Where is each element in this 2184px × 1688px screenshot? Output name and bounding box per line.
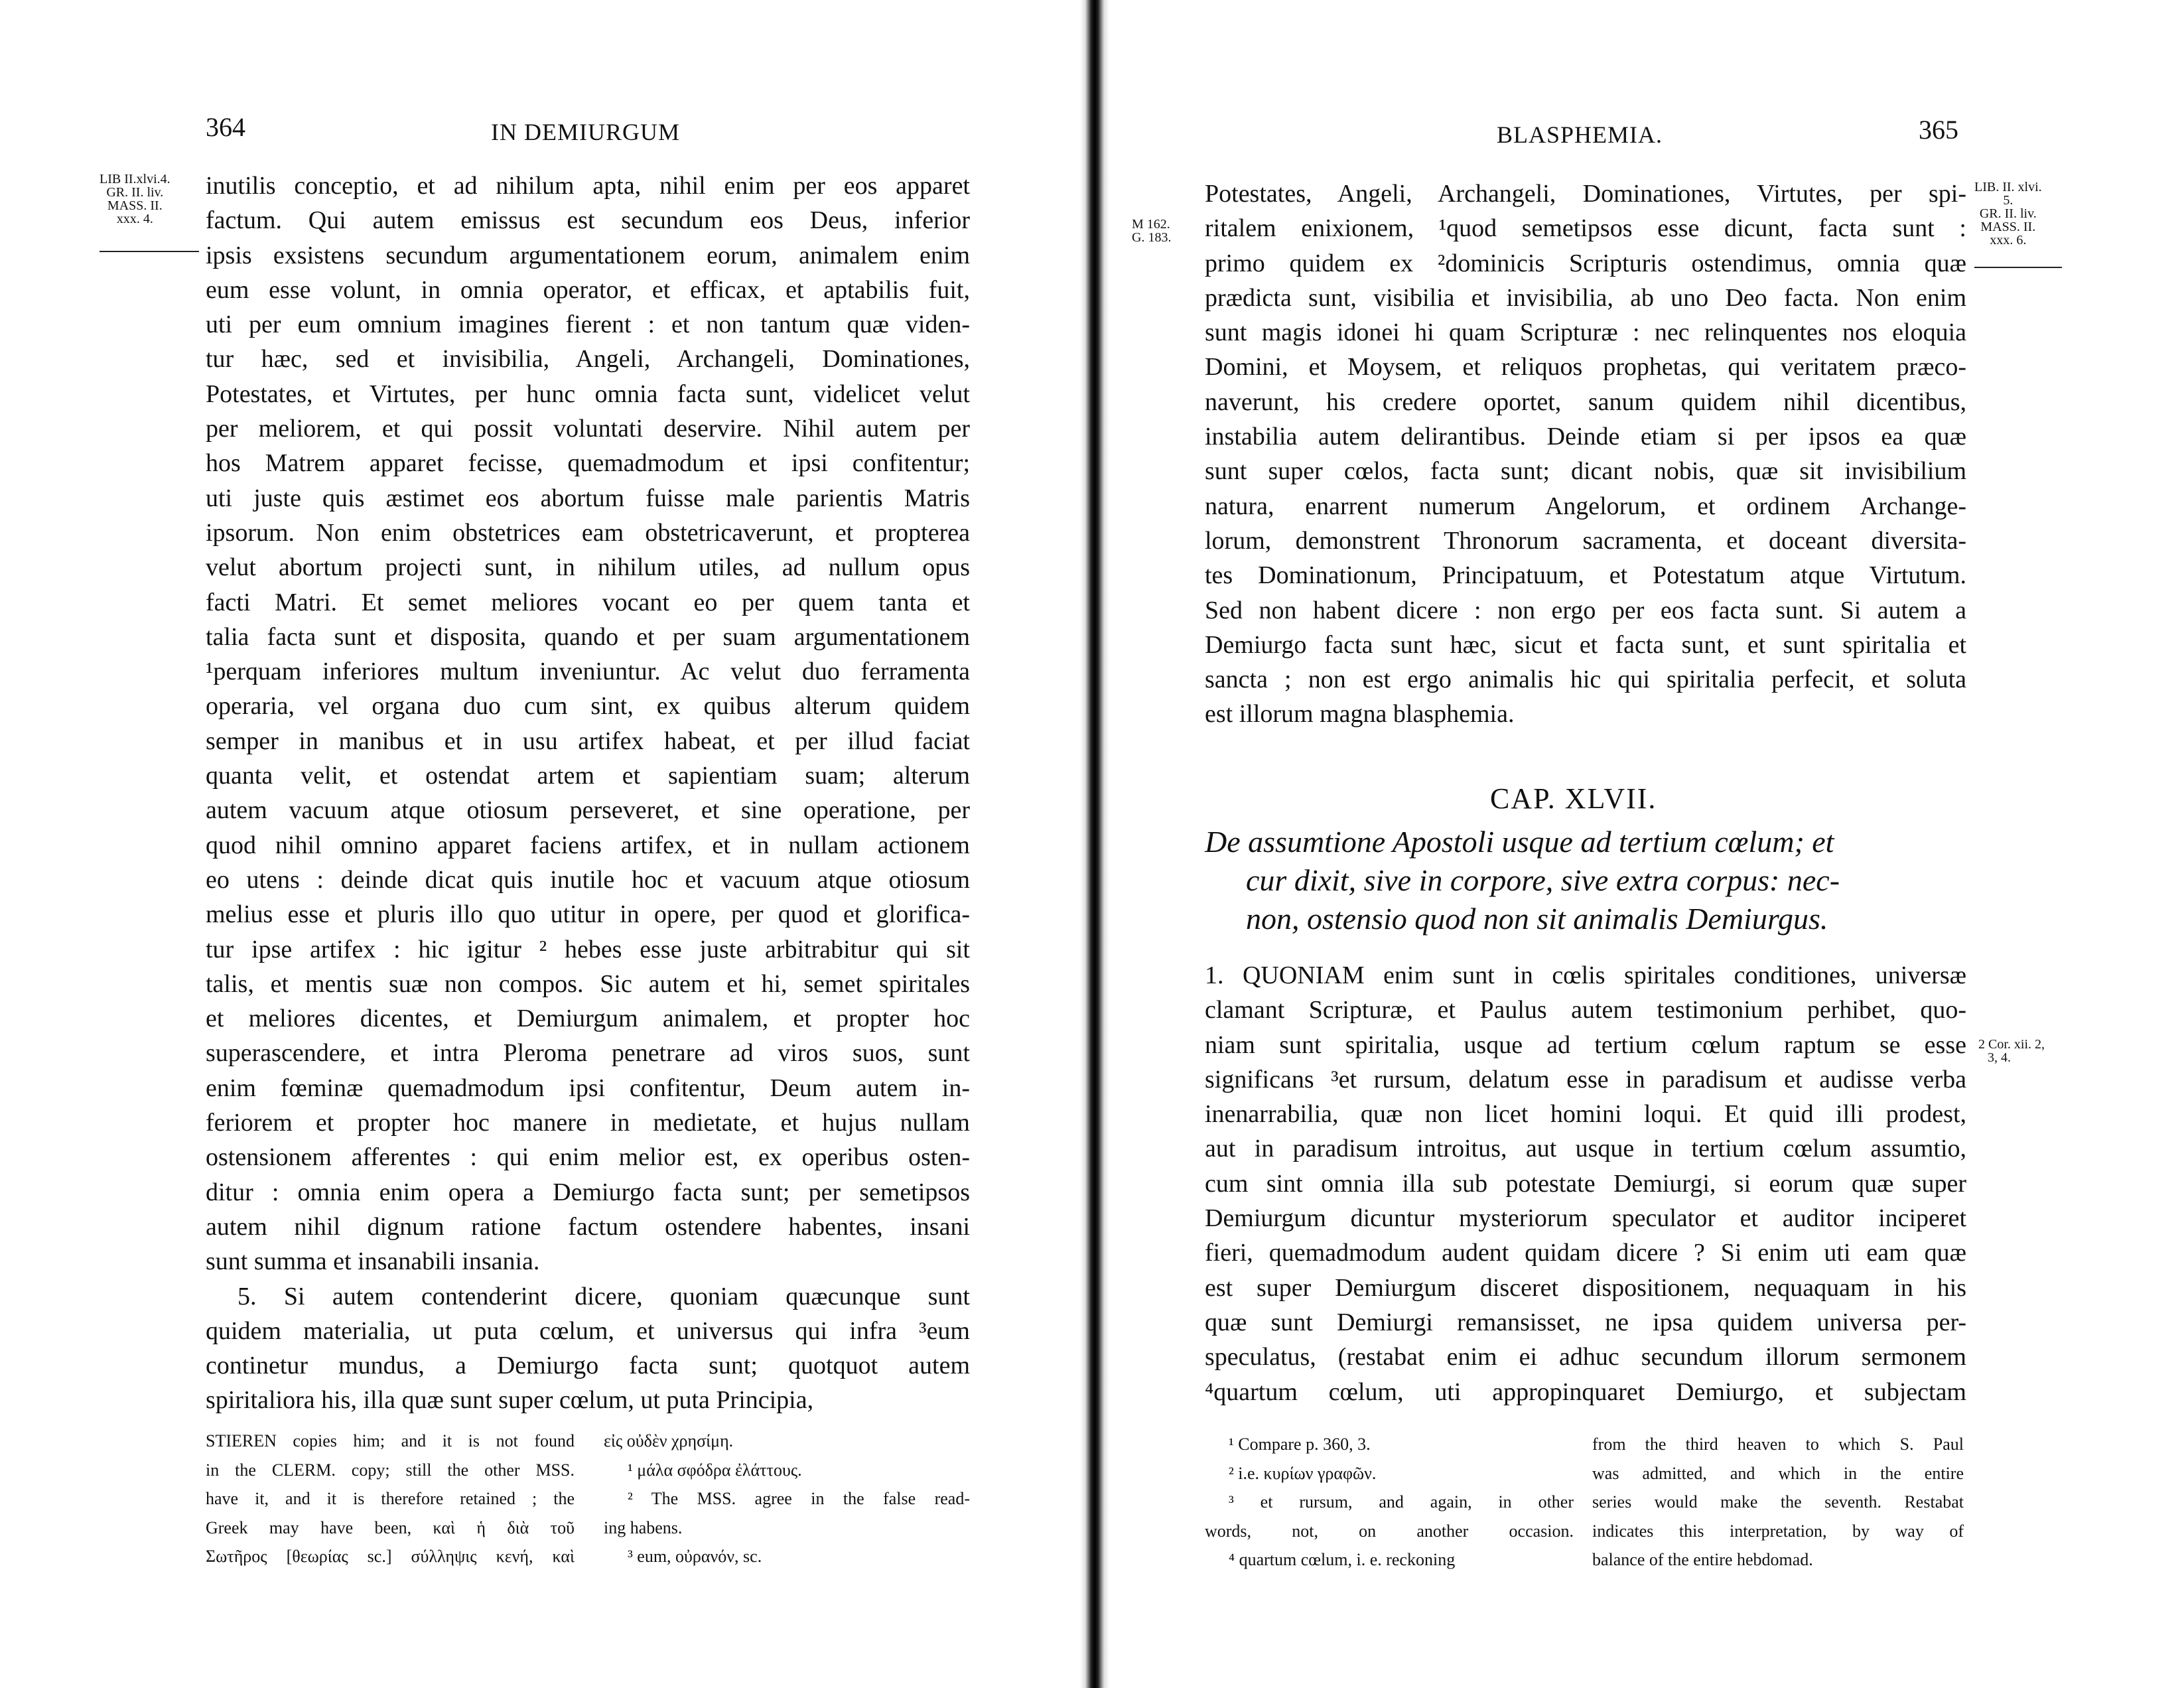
page-number: 364 xyxy=(206,112,245,142)
footnotes-column-left xyxy=(1205,1430,1574,1575)
footnote-line: series would make the seventh. Restabat xyxy=(1592,1492,1964,1512)
text-line: Sed non habent dicere : non ergo per eos facta sunt. Si autem a xyxy=(1205,596,1966,624)
text-line: natura, enarrent numerum Angelorum, et ordinem Archange- xyxy=(1205,492,1966,520)
body-text xyxy=(206,169,970,1418)
text-line: quod nihil omnino apparet faciens artifex, et in nullam actionem xyxy=(206,831,970,859)
text-line: tes Dominationum, Principatuum, et Potestatum atque Virtutum. xyxy=(1205,561,1966,590)
footnote-line: balance of the entire hebdomad. xyxy=(1592,1550,1813,1569)
text-line: talia facta sunt et disposita, quando et per suam argumentationem xyxy=(206,622,970,651)
text-line: significans ³et rursum, delatum esse in paradisum et audisse verba xyxy=(1205,1065,1966,1093)
footnote-line: have it, and it is therefore retained ; the xyxy=(206,1489,575,1508)
margin-rule xyxy=(1974,267,2062,268)
text-line: feriorem et propter hoc manere in medietate, et hujus nullam xyxy=(206,1109,970,1137)
footnote-line: in the CLERM. copy; still the other MSS. xyxy=(206,1460,575,1480)
text-line: autem nihil dignum ratione factum ostendere habentes, insani xyxy=(206,1212,970,1241)
margin-reference xyxy=(100,173,171,226)
running-head: BLASPHEMIA. xyxy=(1497,121,1663,148)
text-line: hos Matrem apparet fecisse, quemadmodum et ipsi confitentur; xyxy=(206,449,970,478)
text-line: sancta ; non est ergo animalis hic qui spiritalia perfecit, et soluta xyxy=(1205,666,1966,694)
chapter-subtitle-line: cur dixit, sive in corpore, sive extra corpus: nec- xyxy=(1246,863,1840,897)
margin-reference-line: LIB. II. xlvi. xyxy=(1974,180,2042,194)
text-line: eum esse volunt, in omnia operator, et efficax, et aptabilis fuit, xyxy=(206,275,970,304)
text-line: uti per eum omnium imagines fierent : et non tantum quæ viden- xyxy=(206,311,970,339)
text-line: uti juste quis æstimet eos abortum fuisse male parientis Matris xyxy=(206,484,970,512)
text-line: 5. Si autem contenderint dicere, quoniam quæcunque sunt xyxy=(238,1282,970,1310)
margin-reference-line: 3, 4. xyxy=(1988,1050,2011,1065)
body-text xyxy=(1205,176,1966,732)
margin-reference-line: 2 Cor. xii. 2, xyxy=(1978,1037,2045,1052)
text-line: operaria, vel organa duo cum sint, ex quibus alterum quidem xyxy=(206,692,970,721)
footnote-line: ¹ μάλα σφόδρα ἐλάττους. xyxy=(628,1460,802,1480)
text-line: instabilia autem delirantibus. Deinde etiam si per ipsos ea quæ xyxy=(1205,423,1966,451)
margin-reference-massuet xyxy=(1132,218,1171,244)
margin-reference-scripture xyxy=(1978,1038,2045,1064)
text-line: est super Demiurgum disceret dispositionem, nequaquam in his xyxy=(1205,1273,1966,1302)
text-line: tur hæc, sed et invisibilia, Angeli, Archangeli, Dominationes, xyxy=(206,345,970,374)
text-line: ⁴quartum cœlum, uti appropinquaret Demiurgo, et subjectam xyxy=(1205,1377,1966,1406)
text-line: ostensionem afferentes : qui enim melior est, ex operibus osten- xyxy=(206,1143,970,1172)
footnote-line: indicates this interpretation, by way of xyxy=(1592,1521,1964,1541)
footnote-line: Σωτῆρος [θεωρίας sc.] σύλληψις κενή, καὶ xyxy=(206,1547,575,1566)
text-line: tur ipse artifex : hic igitur ² hebes esse juste arbitrabitur qui sit xyxy=(206,935,970,963)
margin-reference-line: LIB II.xlvi.4. xyxy=(100,172,171,186)
footnote-line: εἰς οὐδὲν χρησίμη. xyxy=(604,1431,734,1450)
page-number: 365 xyxy=(1919,115,1958,145)
footnote-line: ² i.e. κυρίων γραφῶν. xyxy=(1229,1463,1377,1483)
chapter-subtitle xyxy=(1205,823,1974,938)
text-line: inutilis conceptio, et ad nihilum apta, nihil enim per eos apparet xyxy=(206,172,970,200)
text-line: est illorum magna blasphemia. xyxy=(1205,700,1515,729)
footnotes-column-right xyxy=(1592,1430,1964,1575)
text-line: et meliores dicentes, et Demiurgum animalem, et propter hoc xyxy=(206,1005,970,1033)
text-line: cum sint omnia illa sub potestate Demiurgi, si eorum quæ super xyxy=(1205,1169,1966,1198)
text-line: inenarrabilia, quæ non licet homini loqui. Et quid illi prodest, xyxy=(1205,1100,1966,1129)
text-line: Potestates, et Virtutes, per hunc omnia facta sunt, videlicet velut xyxy=(206,380,970,408)
body-text-chapter xyxy=(1205,958,1966,1409)
margin-rule xyxy=(100,251,199,252)
text-line: Domini, et Moysem, et reliquos prophetas, qui veritatem præco- xyxy=(1205,353,1966,382)
text-line: ritalem enixionem, ¹quod semetipsos esse dicunt, facta sunt : xyxy=(1205,214,1966,243)
text-line: Demiurgum dicuntur mysteriorum speculator et auditor inciperet xyxy=(1205,1204,1966,1233)
text-line: ditur : omnia enim opera a Demiurgo facta sunt; per semetipsos xyxy=(206,1178,970,1206)
text-line: eo utens : deinde dicat quis inutile hoc et vacuum atque otiosum xyxy=(206,865,970,894)
margin-reference-line: GR. II. liv. xyxy=(106,185,164,200)
text-line: factum. Qui autem emissus est secundum eos Deus, inferior xyxy=(206,206,970,235)
text-line: quæ sunt Demiurgi remansisset, ne ipsa quidem universa per- xyxy=(1205,1308,1966,1336)
text-line: quanta velit, et ostendat artem et sapientiam suam; alterum xyxy=(206,762,970,790)
book-spine-gutter xyxy=(1080,0,1109,1688)
footnotes-column-right xyxy=(604,1427,970,1571)
text-line: speculatus, (restabat enim ei adhuc secundum illorum sermonem xyxy=(1205,1343,1966,1372)
text-line: superascendere, et intra Pleroma penetrare ad viros suos, sunt xyxy=(206,1039,970,1068)
text-line: per meliorem, et qui possit voluntati deservire. Nihil autem per xyxy=(206,415,970,443)
text-line: prædicta sunt, visibilia et invisibilia, ab uno Deo facta. Non enim xyxy=(1205,283,1966,312)
footnote-line: ³ et rursum, and again, in other xyxy=(1229,1492,1574,1512)
text-line: talis, et mentis suæ non compos. Sic autem et hi, semet spiritales xyxy=(206,969,970,998)
text-line: sunt summa et insanabili insania. xyxy=(206,1247,540,1276)
text-line: naverunt, his credere oportet, sanum quidem nihil dicentibus, xyxy=(1205,387,1966,416)
text-line: facti Matri. Et semet meliores vocant eo per quem tanta et xyxy=(206,588,970,616)
text-line: Potestates, Angeli, Archangeli, Dominationes, Virtutes, per spi- xyxy=(1205,180,1966,208)
text-line: ipsorum. Non enim obstetrices eam obstetricaverunt, et propterea xyxy=(206,518,970,547)
margin-reference-line: 5. xyxy=(2003,193,2013,208)
footnote-line: words, not, on another occasion. xyxy=(1205,1521,1574,1541)
text-line: lorum, demonstrent Thronorum sacramenta, et doceant diversita- xyxy=(1205,526,1966,555)
text-line: niam sunt spiritalia, usque ad tertium cœlum raptum se esse xyxy=(1205,1030,1966,1059)
footnote-line: Greek may have been, καὶ ἡ διὰ τοῦ xyxy=(206,1517,575,1537)
footnote-line: ³ eum, οὐρανόν, sc. xyxy=(628,1547,762,1566)
text-line: ¹perquam inferiores multum inveniuntur. Ac velut duo ferramenta xyxy=(206,658,970,686)
chapter-subtitle-line: non, ostensio quod non sit animalis Demiurgus. xyxy=(1246,902,1828,936)
margin-reference-line: xxx. 4. xyxy=(116,212,153,226)
text-line: velut abortum projecti sunt, in nihilum utiles, ad nullum opus xyxy=(206,553,970,582)
text-line: sunt super cœlos, facta sunt; dicant nobis, quæ sit invisibilium xyxy=(1205,457,1966,486)
left-page xyxy=(0,0,1075,1688)
text-line: Demiurgo facta sunt hæc, sicut et facta sunt, et sunt spiritalia et xyxy=(1205,630,1966,659)
margin-reference-line: GR. II. liv. xyxy=(1979,206,2037,221)
running-head: IN DEMIURGUM xyxy=(491,119,680,145)
text-line: quidem materialia, ut puta cœlum, et universus qui infra ³eum xyxy=(206,1316,970,1345)
footnotes-column-left xyxy=(206,1427,575,1571)
text-line: spiritaliora his, illa quæ sunt super cœlum, ut puta Principia, xyxy=(206,1386,814,1415)
text-line: autem vacuum atque otiosum perseveret, et sine operatione, per xyxy=(206,796,970,825)
margin-reference-line: G. 183. xyxy=(1132,230,1172,245)
footnote-line: was admitted, and which in the entire xyxy=(1592,1463,1964,1483)
text-line: semper in manibus et in usu artifex habeat, et per illud faciat xyxy=(206,727,970,755)
chapter-subtitle-line: De assumtione Apostoli usque ad tertium cœlum; et xyxy=(1205,825,1834,859)
margin-reference xyxy=(1974,180,2042,247)
text-line: melius esse et pluris illo quo utitur in opere, per quod et glorifica- xyxy=(206,900,970,929)
text-line: continetur mundus, a Demiurgo facta sunt; quotquot autem xyxy=(206,1352,970,1380)
text-line: clamant Scripturæ, et Paulus autem testimonium perhibet, quo- xyxy=(1205,996,1966,1024)
margin-reference-line: MASS. II. xyxy=(1980,220,2036,234)
text-line: aut in paradisum introitus, aut usque in tertium cœlum assumtio, xyxy=(1205,1135,1966,1163)
margin-reference-line: MASS. II. xyxy=(107,198,163,213)
text-line: sunt magis idonei hi quam Scripturæ : nec relinquentes nos eloquia xyxy=(1205,318,1966,347)
margin-reference-line: M 162. xyxy=(1132,217,1170,232)
text-line: ipsis exsistens secundum argumentationem eorum, animalem enim xyxy=(206,241,970,269)
margin-reference-line: xxx. 6. xyxy=(1990,233,2027,247)
footnote-line: STIEREN copies him; and it is not found xyxy=(206,1431,575,1450)
text-line: 1. QUONIAM enim sunt in cœlis spiritales conditiones, universæ xyxy=(1205,961,1966,989)
footnote-line: ¹ Compare p. 360, 3. xyxy=(1229,1435,1371,1454)
footnote-line: ⁴ quartum cœlum, i. e. reckoning xyxy=(1229,1550,1456,1569)
right-page xyxy=(1112,0,2184,1688)
text-line: enim fœminæ quemadmodum ipsi confitentur, Deum autem in- xyxy=(206,1074,970,1102)
footnote-line: ing habens. xyxy=(604,1517,683,1537)
footnote-line: ² The MSS. agree in the false read- xyxy=(628,1489,970,1508)
footnote-line: from the third heaven to which S. Paul xyxy=(1592,1435,1964,1454)
text-line: fieri, quemadmodum audent quidam dicere ? Si enim uti eam quæ xyxy=(1205,1239,1966,1267)
text-line: primo quidem ex ²dominicis Scripturis ostendimus, omnia quæ xyxy=(1205,249,1966,277)
chapter-title: CAP. XLVII. xyxy=(1490,782,1657,815)
